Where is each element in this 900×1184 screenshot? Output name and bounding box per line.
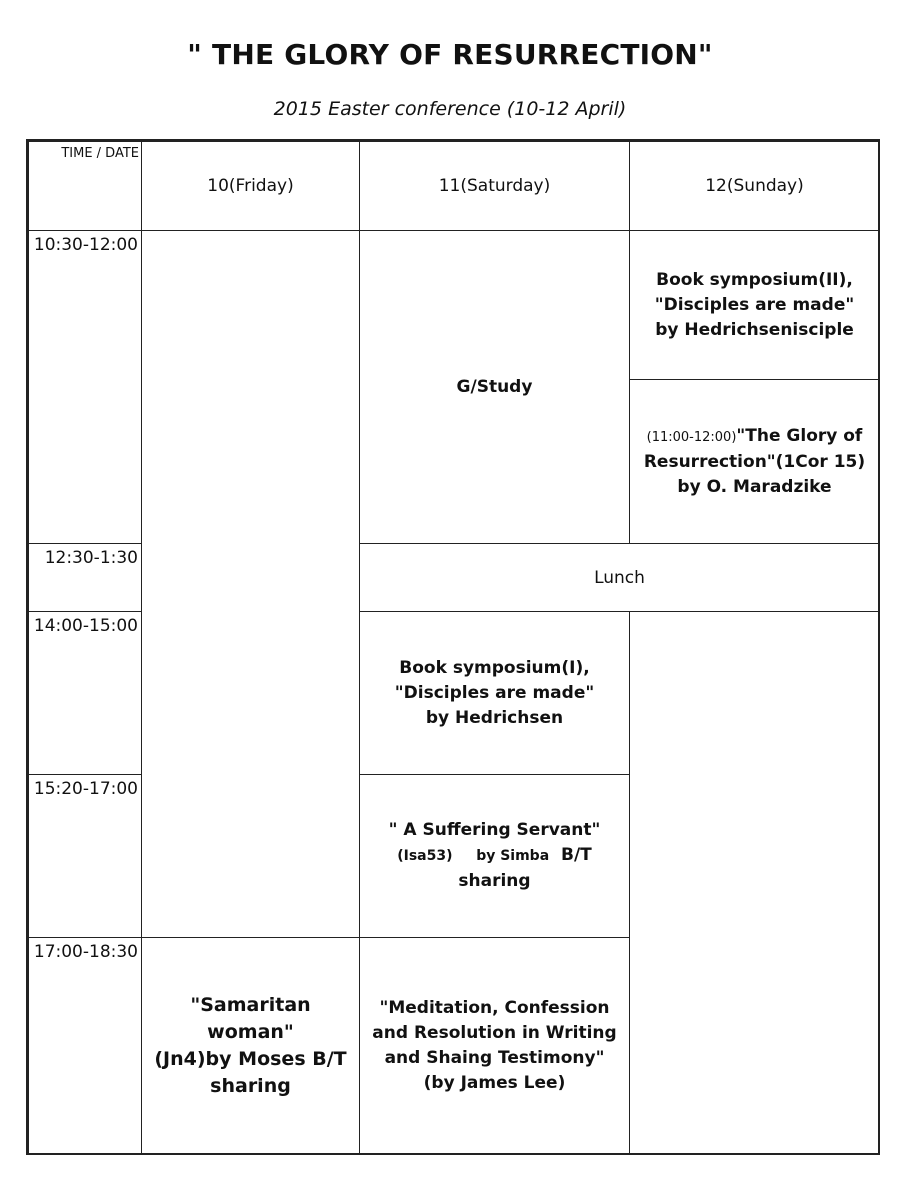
- event-sat-symposium: [359, 611, 630, 775]
- event-sun-symposium: [629, 230, 880, 380]
- event-lunch: Lunch: [359, 543, 880, 612]
- event-line: (Jn4)by Moses B/T: [154, 1048, 347, 1070]
- event-glory-of-resurrection: [629, 379, 880, 544]
- page-title: " THE GLORY OF RESURRECTION": [187, 38, 713, 71]
- event-line: "Meditation, Confession: [379, 998, 610, 1018]
- event-scripture-ref: (Isa53): [397, 848, 453, 864]
- event-line: by O. Maradzike: [677, 476, 832, 497]
- event-meditation: [359, 937, 630, 1155]
- event-line: Resurrection"(1Cor 15): [643, 451, 866, 472]
- event-line: sharing: [210, 1075, 291, 1097]
- time-slot-2: [28, 543, 142, 612]
- schedule-table: [26, 139, 880, 1155]
- event-line: by Hedrichsen: [425, 707, 564, 728]
- event-suffering-servant: [359, 774, 630, 938]
- time-label: 10:30-12:00: [33, 235, 138, 255]
- event-line: and Shaing Testimony": [384, 1048, 605, 1068]
- header-corner-label: TIME / DATE: [61, 146, 139, 161]
- time-slot-4: [28, 774, 142, 938]
- time-label: 12:30-1:30: [44, 548, 138, 568]
- friday-empty-block: [141, 230, 360, 938]
- event-g-study: G/Study: [359, 230, 630, 544]
- time-slot-1: [28, 230, 142, 544]
- event-line: "Disciples are made": [394, 682, 595, 703]
- event-line: "The Glory of: [736, 425, 863, 446]
- header-day-friday: 10(Friday): [141, 141, 360, 231]
- event-line: Book symposium(I),: [399, 657, 590, 678]
- event-line: (by James Lee): [423, 1073, 566, 1093]
- page-subtitle: 2015 Easter conference (10-12 April): [273, 98, 627, 120]
- time-label: 15:20-17:00: [33, 779, 138, 799]
- event-speaker: by Simba: [476, 848, 550, 864]
- event-samaritan-woman: [141, 937, 360, 1155]
- header-corner: [28, 141, 142, 231]
- event-line: Book symposium(II),: [656, 269, 853, 290]
- event-line: "Disciples are made": [654, 294, 855, 315]
- event-bt: B/T: [561, 845, 592, 865]
- event-line: sharing: [458, 871, 531, 891]
- event-line: "Samaritan: [190, 994, 311, 1016]
- header-day-sunday: 12(Sunday): [629, 141, 880, 231]
- event-line: woman": [207, 1021, 294, 1043]
- time-label: 17:00-18:30: [33, 942, 138, 962]
- sunday-empty-block: [629, 611, 880, 1155]
- event-line: and Resolution in Writing: [372, 1023, 617, 1043]
- event-line: " A Suffering Servant": [388, 820, 601, 840]
- header-day-saturday: 11(Saturday): [359, 141, 630, 231]
- time-label: 14:00-15:00: [33, 616, 138, 636]
- event-time: (11:00-12:00): [646, 429, 737, 445]
- time-slot-3: [28, 611, 142, 775]
- event-line: by Hedrichseniscipl​e: [655, 319, 854, 340]
- time-slot-5: [28, 937, 142, 1155]
